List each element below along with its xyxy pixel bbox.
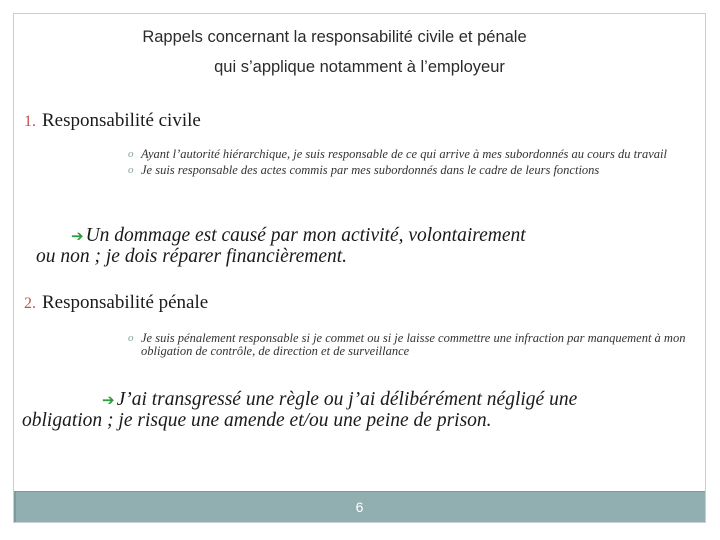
- section-number: 1.: [24, 113, 36, 130]
- section-heading-text: Responsabilité civile: [42, 110, 201, 131]
- slide-title-line-1: Rappels concernant la responsabilité civile et pénale: [142, 28, 527, 46]
- conclusion-penal: [22, 390, 702, 431]
- slide: [13, 13, 706, 523]
- bullet-text: Je suis responsable des actes commis par mes subordonnés dans le cadre de leurs fonctions: [141, 163, 600, 177]
- bullet-item: [128, 148, 698, 161]
- conclusion-line-2: ou non ; je dois réparer financièrement.: [36, 246, 348, 267]
- bullet-text: Ayant l’autorité hiérarchique, je suis responsable de ce qui arrive à mes subordonnés au cours du travail: [141, 147, 667, 161]
- conclusion-civil: [36, 226, 696, 267]
- conclusion-line-2: obligation ; je risque une amende et/ou une peine de prison.: [22, 410, 492, 431]
- section-heading-civil: [24, 110, 201, 132]
- section-heading-penal: [24, 292, 208, 314]
- bullet-list-civil: [128, 148, 698, 180]
- conclusion-text: J’ai transgressé une règle ou j’ai délibérément négligé une: [116, 389, 578, 410]
- arrow-right-icon: ➔: [71, 229, 84, 245]
- footer-bar: [14, 491, 705, 522]
- bullet-item: [128, 332, 698, 358]
- bullet-text: Je suis pénalement responsable si je commet ou si je laisse commettre une infraction par manquement à mon obligation de contrôle, de direction et de surveillance: [141, 331, 686, 358]
- bullet-mark-icon: o: [128, 148, 134, 160]
- conclusion-text: Un dommage est causé par mon activité, volontairement: [85, 225, 526, 246]
- conclusion-line-1: [22, 390, 702, 411]
- section-number: 2.: [24, 295, 36, 312]
- page-number: 6: [355, 499, 364, 515]
- bullet-item: [128, 164, 698, 177]
- bullet-list-penal: [128, 332, 698, 361]
- conclusion-line-1: [36, 226, 696, 247]
- slide-title-line-2: qui s’applique notamment à l’employeur: [214, 58, 505, 76]
- arrow-right-icon: ➔: [102, 393, 115, 409]
- bullet-mark-icon: o: [128, 164, 134, 176]
- bullet-mark-icon: o: [128, 332, 134, 344]
- section-heading-text: Responsabilité pénale: [42, 292, 209, 313]
